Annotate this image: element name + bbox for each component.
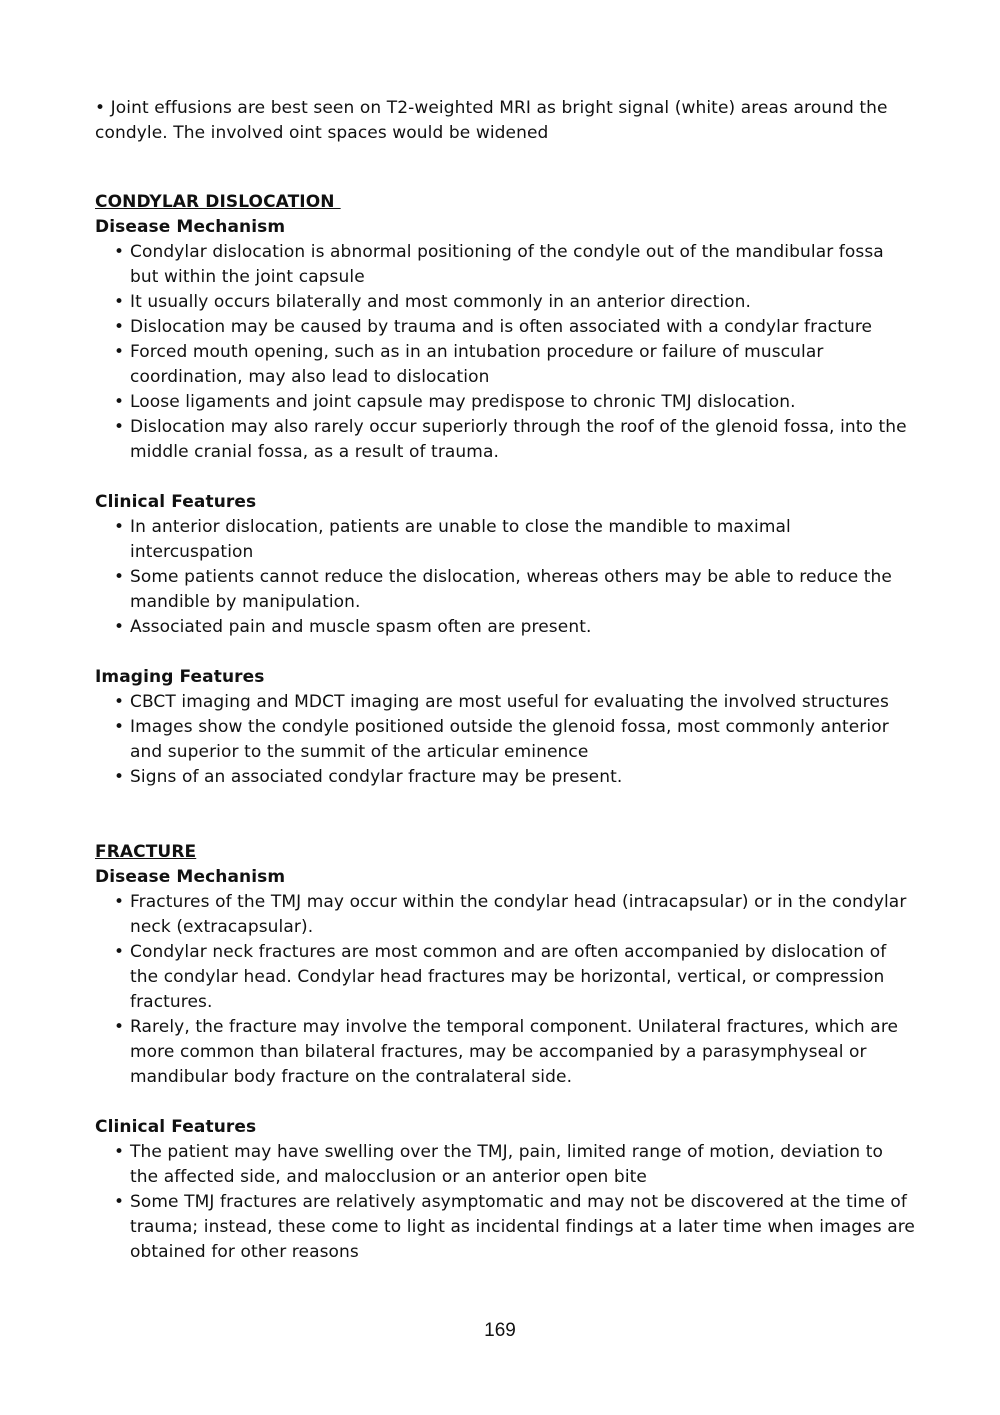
list-item: • Signs of an associated condylar fracture may be present. bbox=[95, 765, 915, 790]
bullet-list bbox=[95, 1140, 915, 1265]
bullet-list bbox=[95, 890, 915, 1090]
list-item: • It usually occurs bilaterally and most commonly in an anterior direction. bbox=[95, 290, 915, 315]
list-item: • Associated pain and muscle spasm often are present. bbox=[95, 615, 915, 640]
list-item: • In anterior dislocation, patients are unable to close the mandible to maximal intercuspation bbox=[95, 515, 915, 565]
list-item: • Dislocation may be caused by trauma and is often associated with a condylar fracture bbox=[95, 315, 915, 340]
list-item: • Dislocation may also rarely occur superiorly through the roof of the glenoid fossa, into the middle cranial fossa, as a result of trauma. bbox=[95, 415, 915, 465]
list-item: • Fractures of the TMJ may occur within the condylar head (intracapsular) or in the condylar neck (extracapsular). bbox=[95, 890, 915, 940]
section-title: CONDYLAR DISLOCATION bbox=[95, 192, 341, 212]
list-item: • Loose ligaments and joint capsule may predispose to chronic TMJ dislocation. bbox=[95, 390, 915, 415]
list-item: • Condylar neck fractures are most common and are often accompanied by dislocation of the condylar head. Condylar head fractures may be horizontal, vertical, or compression fractures. bbox=[95, 940, 915, 1015]
subsection-heading: Imaging Features bbox=[95, 667, 265, 687]
list-item: • Some patients cannot reduce the dislocation, whereas others may be able to reduce the mandible by manipulation. bbox=[95, 565, 915, 615]
list-item: • The patient may have swelling over the TMJ, pain, limited range of motion, deviation to the affected side, and malocclusion or an anterior open bite bbox=[95, 1140, 915, 1190]
bullet-list bbox=[95, 240, 915, 465]
subsection-heading: Clinical Features bbox=[95, 492, 257, 512]
list-item: • Forced mouth opening, such as in an intubation procedure or failure of muscular coordination, may also lead to dislocation bbox=[95, 340, 915, 390]
bullet-list bbox=[95, 515, 915, 640]
list-item: • Some TMJ fractures are relatively asymptomatic and may not be discovered at the time of trauma; instead, these come to light as incidental findings at a later time when images are obtained for other reasons bbox=[95, 1190, 915, 1265]
list-item: • Images show the condyle positioned outside the glenoid fossa, most commonly anterior and superior to the summit of the articular eminence bbox=[95, 715, 915, 765]
subsection-heading: Disease Mechanism bbox=[95, 217, 286, 237]
list-item: • Rarely, the fracture may involve the temporal component. Unilateral fractures, which are more common than bilateral fractures, may be accompanied by a parasymphyseal or mandibular body fracture on the contralateral side. bbox=[95, 1015, 915, 1090]
section-condylar-dislocation bbox=[95, 190, 915, 790]
subsection-heading: Clinical Features bbox=[95, 1117, 257, 1137]
intro-paragraph: • Joint effusions are best seen on T2-weighted MRI as bright signal (white) areas around the condyle. The involved oint spaces would be widened bbox=[95, 98, 888, 143]
list-item: • CBCT imaging and MDCT imaging are most useful for evaluating the involved structures bbox=[95, 690, 915, 715]
section-fracture bbox=[95, 840, 915, 1265]
page-number: 169 bbox=[484, 1320, 516, 1341]
document-body bbox=[95, 96, 915, 1265]
subsection-heading: Disease Mechanism bbox=[95, 867, 286, 887]
section-title: FRACTURE bbox=[95, 842, 197, 862]
bullet-list bbox=[95, 690, 915, 790]
list-item: • Condylar dislocation is abnormal positioning of the condyle out of the mandibular fossa but within the joint capsule bbox=[95, 240, 915, 290]
